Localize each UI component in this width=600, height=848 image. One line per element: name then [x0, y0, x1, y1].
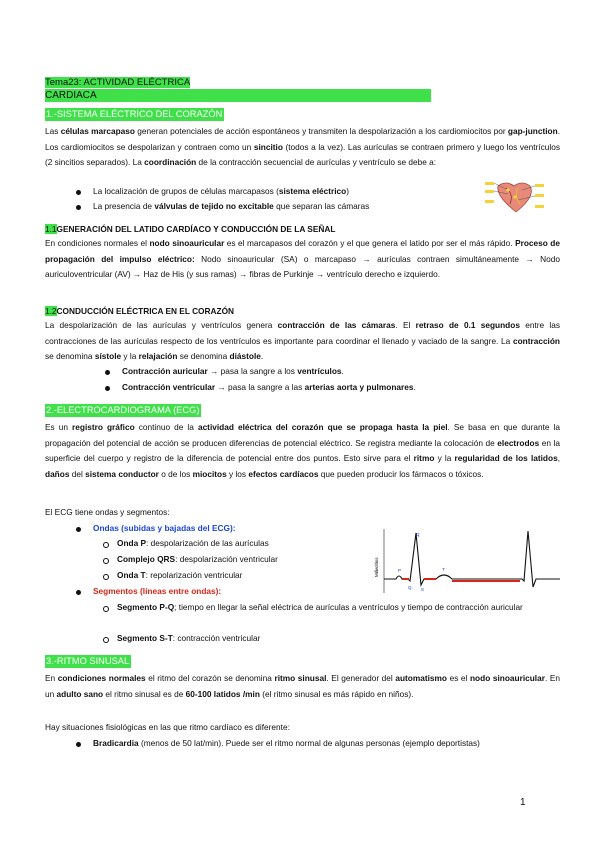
label-q: Q: [408, 585, 412, 590]
section-1-2-bullet-2: Contracción ventricular → pasa la sangre a las arterias aorta y pulmonares.: [122, 382, 416, 392]
segmentos-label: Segmentos (líneas entre ondas):: [93, 586, 222, 596]
circle-bullet-icon: [103, 542, 109, 548]
section-1-heading: 1.-SISTEMA ELÉCTRICO DEL CORAZÓN: [46, 109, 223, 119]
label-r: R: [416, 533, 420, 539]
section-1-bullet-2: La presencia de válvulas de tejido no excitable que separan las cámaras: [93, 201, 370, 211]
bullet-icon: [76, 205, 81, 210]
circle-bullet-icon: [103, 574, 109, 580]
section-2-heading: 2.-ELECTROCARDIOGRAMA (ECG): [46, 405, 200, 415]
bradicardia-item: Bradicardia (menos de 50 lat/min). Puede ser el ritmo normal de algunas personas (ejemplo deportistas): [93, 738, 480, 748]
bullet-icon: [76, 527, 81, 532]
bullet-icon: [76, 190, 81, 195]
section-3-heading: 3.-RITMO SINUSAL: [46, 656, 130, 666]
section-1-1-paragraph: En condiciones normales el nodo sinoauricular es el marcapasos del corazón y el que genera el latido por ser el más rápido. Proceso de propagación del impulso eléctrico: Nodo sinoauricular (SA) o marcapaso → aurículas contraen simultáneamente → Nodo auriculoventricular (AV) → Haz de His (y sus ramas) → fibras de Purkinje → ventrículo derecho e izquierdo.: [45, 238, 561, 280]
page-number: 1: [520, 797, 526, 808]
section-3-paragraph: En condiciones normales el ritmo del corazón se denomina ritmo sinusal. El generador del automatismo es el nodo sinoauricular. En un adulto sano el ritmo sinusal es de 60-100 latidos /min (el ritmo sinusal es más rápido en niños).: [45, 673, 560, 699]
section-3-paragraph-2: Hay situaciones fisiológicas en las que ritmo cardíaco es diferente:: [45, 722, 290, 732]
segmento-pq-item: Segmento P-Q; tiempo en llegar la señal eléctrica de aurículas a ventrículos y tiempo de contracción auricular: [117, 602, 523, 612]
bullet-icon: [76, 742, 81, 747]
ecg-trace: [384, 531, 560, 587]
label-s: S: [421, 587, 425, 592]
label-t: T: [442, 567, 445, 572]
section-1-1-heading: 1.1GENERACIÓN DEL LATIDO CARDÍACO Y CONDUCCIÓN DE LA SEÑAL: [45, 224, 336, 234]
circle-bullet-icon: [103, 558, 109, 564]
section-2-paragraph: Es un registro gráfico continuo de la actividad eléctrica del corazón que se propaga hasta la piel. Se basa en que durante la propagación del potencial de acción se producen diferencias de potencial eléctrico. Se registra mediante la colocación de electrodos en la superficie del cuerpo y registro de la diferencia de potencial entre dos puntos. Esto sirve para el ritmo y la regularidad de los latidos, daños del sistema conductor o de los miocitos y los efectos cardíacos que pueden producir los fármacos o tóxicos.: [45, 422, 561, 479]
onda-t-item: Onda T: repolarización ventricular: [117, 570, 243, 580]
segmento-st-item: Segmento S-T: contracción ventricular: [117, 633, 261, 643]
bullet-icon: [105, 386, 110, 391]
label-p: P: [398, 568, 402, 573]
bullet-icon: [76, 590, 81, 595]
onda-p-item: Onda P: despolarización de las aurículas: [117, 538, 269, 548]
section-1-bullet-1: La localización de grupos de células marcapasos (sistema eléctrico): [93, 186, 349, 196]
complejo-qrs-item: Complejo QRS: despolarización ventricular: [117, 554, 278, 564]
section-1-2-bullet-1: Contracción auricular → pasa la sangre a los ventrículos.: [122, 366, 344, 376]
page-title-line1: Tema23: ACTIVIDAD ELÉCTRICA: [45, 77, 191, 88]
ecg-intro: El ECG tiene ondas y segmentos:: [45, 507, 170, 517]
page-title-line2: CARDIACA: [45, 89, 431, 102]
ecg-axis-label: Milivoltios: [374, 557, 379, 577]
section-1-2-heading: 1.2CONDUCCIÓN ELÉCTRICA EN EL CORAZÓN: [45, 306, 235, 316]
heart-diagram-image: [484, 178, 546, 216]
circle-bullet-icon: [103, 637, 109, 643]
circle-bullet-icon: [103, 606, 109, 612]
bullet-icon: [105, 370, 110, 375]
section-1-2-paragraph: La despolarización de las aurículas y ventrículos genera contracción de las cámaras. El retraso de 0.1 segundos entre las contracciones de las aurículas respecto de los ventrículos es importante para coordinar el llenado y vaciado de la sangre. La contracción se denomina sístole y la relajación se denomina diástole.: [45, 320, 560, 362]
ecg-figure: [372, 527, 560, 599]
ondas-label: Ondas (subidas y bajadas del ECG):: [93, 523, 236, 533]
section-1-paragraph: Las células marcapaso generan potenciales de acción espontáneos y transmiten la despolarización a los cardiomiocitos por gap-junction. Los cardiomiocitos se despolarizan y contraen como un sincitio (todos a la vez). Las aurículas se contraen primero y luego los ventrículos (2 sincitios separados). La coordinación de la contracción secuencial de aurículas y ventrículo se debe a:: [45, 126, 560, 168]
